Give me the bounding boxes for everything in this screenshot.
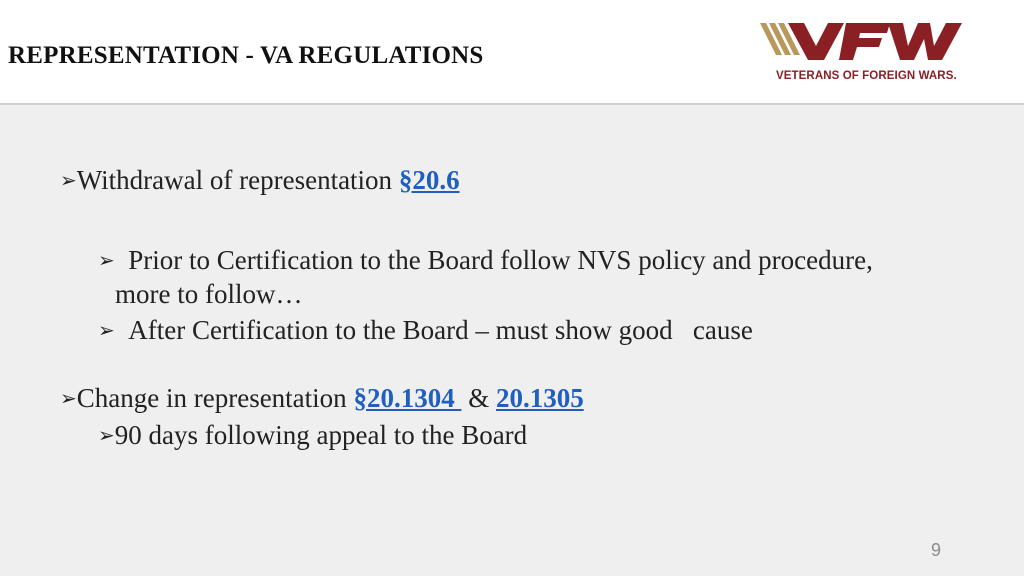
vfw-logo-mark <box>760 20 984 68</box>
page-number: 9 <box>931 540 942 560</box>
sub-bullet-prior-certification <box>98 247 873 274</box>
ninety-days-text: 90 days following appeal to the Board <box>114 420 528 450</box>
bullet-arrow-icon: ➢ <box>60 386 77 410</box>
sub-bullet-90-days <box>98 422 527 449</box>
bullet-change <box>60 385 584 412</box>
logo-letter-f <box>839 23 890 60</box>
change-regulation-link-2[interactable]: 20.1305 <box>495 383 584 413</box>
slide-title: REPRESENTATION - VA REGULATIONS <box>8 42 484 69</box>
bullet-arrow-icon: ➢ <box>98 318 115 342</box>
bullet-withdrawal <box>60 167 460 194</box>
prior-certification-text: Prior to Certification to the Board follow NVS policy and procedure, <box>128 245 873 275</box>
withdrawal-regulation-link[interactable]: §20.6 <box>398 165 460 195</box>
change-regulation-link-1[interactable]: §20.1304 <box>353 383 462 413</box>
slide-content <box>0 105 1024 576</box>
bullet-arrow-icon: ➢ <box>60 168 77 192</box>
bullet-arrow-icon: ➢ <box>98 248 115 272</box>
bullet-arrow-icon: ➢ <box>98 423 115 447</box>
withdrawal-label: Withdrawal of representation <box>76 165 399 195</box>
slide-header <box>0 0 1024 105</box>
logo-letter-w <box>888 23 962 60</box>
sub-bullet-after-certification <box>98 317 753 344</box>
change-joiner: & <box>461 383 496 413</box>
sub-bullet-continuation: more to follow… <box>115 279 303 309</box>
after-certification-text: After Certification to the Board – must show good cause <box>128 315 753 345</box>
logo-tagline: VETERANS OF FOREIGN WARS. <box>776 70 957 82</box>
change-label: Change in representation <box>76 383 354 413</box>
